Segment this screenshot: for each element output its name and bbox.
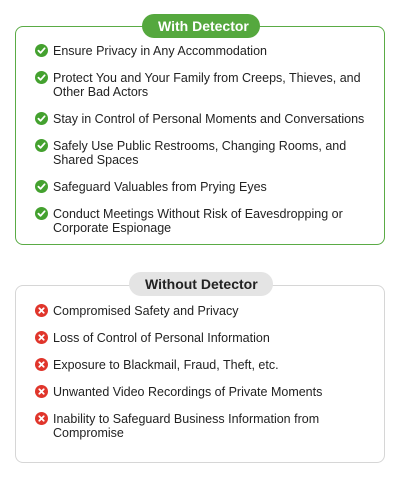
- without-detector-item-text: Exposure to Blackmail, Fraud, Theft, etc.: [53, 358, 279, 372]
- x-circle-icon: [35, 304, 48, 317]
- x-circle-icon: [35, 385, 48, 398]
- with-detector-panel: [15, 26, 385, 245]
- with-detector-item: [16, 207, 384, 235]
- without-detector-item: [16, 385, 384, 399]
- without-detector-panel: [15, 285, 385, 463]
- without-detector-list: [16, 304, 384, 453]
- without-detector-title: Without Detector: [129, 272, 273, 296]
- without-detector-item: [16, 412, 384, 440]
- without-detector-item-text: Compromised Safety and Privacy: [53, 304, 239, 318]
- check-circle-icon: [35, 139, 48, 152]
- check-circle-icon: [35, 180, 48, 193]
- with-detector-item: [16, 44, 384, 58]
- without-detector-item-text: Inability to Safeguard Business Information from Compromise: [53, 412, 320, 440]
- check-circle-icon: [35, 112, 48, 125]
- with-detector-title: With Detector: [142, 14, 260, 38]
- x-circle-icon: [35, 358, 48, 371]
- with-detector-item-text: Protect You and Your Family from Creeps, Thieves, and Other Bad Actors: [53, 71, 361, 99]
- without-detector-item-text: Loss of Control of Personal Information: [53, 331, 270, 345]
- with-detector-item-text: Conduct Meetings Without Risk of Eavesdropping or Corporate Espionage: [53, 207, 343, 235]
- with-detector-item: [16, 112, 384, 126]
- with-detector-list: [16, 44, 384, 248]
- x-circle-icon: [35, 331, 48, 344]
- without-detector-item-text: Unwanted Video Recordings of Private Moments: [53, 385, 323, 399]
- check-circle-icon: [35, 71, 48, 84]
- with-detector-item-text: Ensure Privacy in Any Accommodation: [53, 44, 267, 58]
- with-detector-item: [16, 180, 384, 194]
- without-detector-item: [16, 331, 384, 345]
- check-circle-icon: [35, 44, 48, 57]
- with-detector-item: [16, 71, 384, 99]
- x-circle-icon: [35, 412, 48, 425]
- with-detector-item-text: Safely Use Public Restrooms, Changing Rooms, and Shared Spaces: [53, 139, 347, 167]
- without-detector-item: [16, 358, 384, 372]
- check-circle-icon: [35, 207, 48, 220]
- with-detector-item-text: Safeguard Valuables from Prying Eyes: [53, 180, 267, 194]
- with-detector-item-text: Stay in Control of Personal Moments and Conversations: [53, 112, 365, 126]
- without-detector-item: [16, 304, 384, 318]
- with-detector-item: [16, 139, 384, 167]
